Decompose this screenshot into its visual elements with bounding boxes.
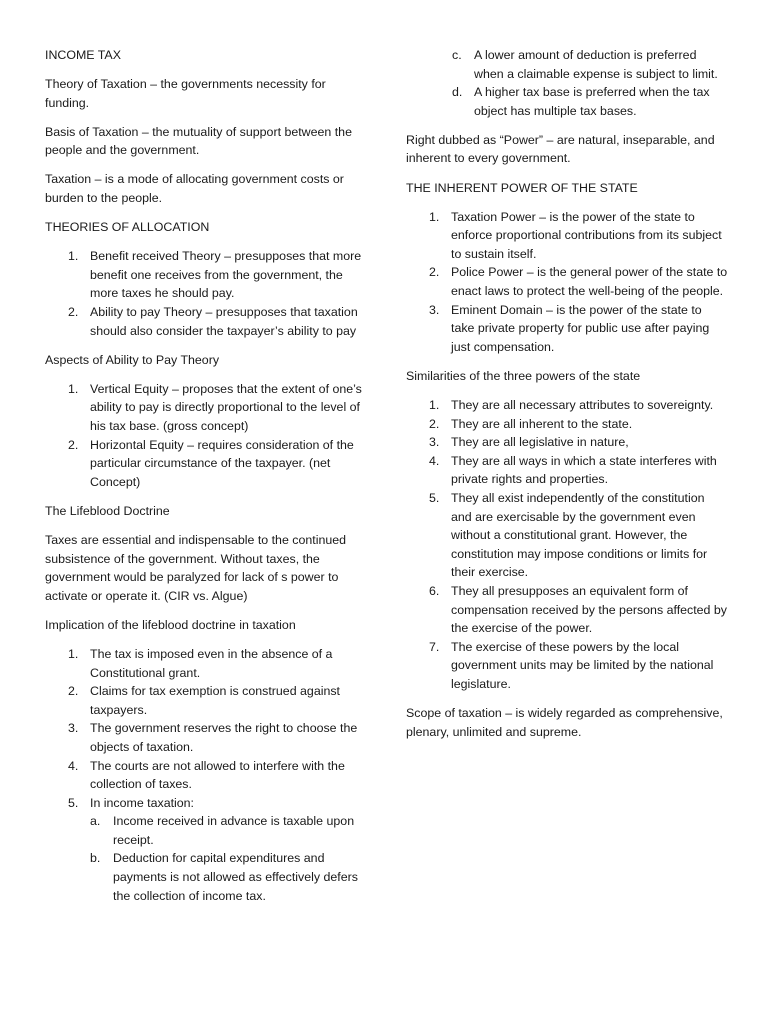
sub-list-item: d. A higher tax base is preferred when the tax object has multiple tax bases.	[452, 85, 710, 118]
list-item: 3. The government reserves the right to choose the objects of taxation.	[68, 721, 358, 754]
aspects-heading: Aspects of Ability to Pay Theory	[45, 352, 220, 367]
lifeblood-heading: The Lifeblood Doctrine	[45, 503, 170, 518]
implication-heading: Implication of the lifeblood doctrine in taxation	[45, 617, 296, 632]
list-item: 2. Horizontal Equity – requires consideration of the particular circumstance of the taxpayer. (net Concept)	[68, 437, 354, 489]
power-definition: Right dubbed as “Power” – are natural, inseparable, and inherent to every government.	[406, 132, 715, 166]
list-item: 5. In income taxation: a. Income received in advance is taxable upon receipt. b. Deduction for capital expenditures and payments is not allowed as effectively defers the collection of income tax.	[45, 794, 363, 906]
document-title: INCOME TAX	[45, 48, 121, 62]
allocation-list	[45, 247, 363, 340]
list-item: 4. The courts are not allowed to interfere with the collection of taxes.	[68, 758, 345, 792]
taxation-definition: Taxation – is a mode of allocating government costs or burden to the people.	[45, 172, 344, 206]
sub-list-item: c. A lower amount of deduction is preferred when a claimable expense is subject to limit.	[452, 48, 718, 81]
list-item: 2. Police Power – is the general power of the state to enact laws to protect the well-being of the people.	[429, 265, 728, 299]
list-item: 1. The tax is imposed even in the absence of a Constitutional grant.	[68, 646, 333, 680]
list-item: 6. They all presupposes an equivalent form of compensation received by the persons affected by the exercise of the power.	[429, 583, 727, 636]
lifeblood-text: Taxes are essential and indispensable to the continued subsistence of the government. Without taxes, the government would be paralyzed for lack of s power to activate or operate it. (CIR vs. Algue)	[45, 532, 347, 603]
inherent-power-heading: THE INHERENT POWER OF THE STATE	[406, 180, 638, 195]
list-item: 3. They are all legislative in nature,	[429, 435, 629, 450]
list-item: 2. They are all inherent to the state.	[429, 416, 633, 431]
list-item: 1. They are all necessary attributes to sovereignty.	[429, 398, 714, 412]
sub-list-item: b. Deduction for capital expenditures and payments is not allowed as effectively defers the collection of income tax.	[90, 851, 358, 903]
right-column	[406, 46, 728, 752]
theory-of-taxation: Theory of Taxation – the governments necessity for funding.	[45, 77, 326, 110]
income-sub-list	[90, 812, 363, 905]
aspects-list	[45, 380, 363, 492]
list-item: 1. Benefit received Theory – presupposes that more benefit one receives from the government, the more taxes he should pay.	[68, 249, 362, 301]
list-item: 1. Vertical Equity – proposes that the extent of one’s ability to pay is directly proportional to the level of his tax base. (gross concept)	[68, 381, 362, 433]
continued-sub-list	[406, 46, 728, 120]
list-item: 3. Eminent Domain – is the power of the state to take private property for public use after paying just compensation.	[429, 302, 710, 354]
allocation-heading: THEORIES OF ALLOCATION	[45, 220, 210, 235]
similarities-list	[406, 396, 728, 694]
inherent-power-list	[406, 208, 728, 357]
sub-list-item: a. Income received in advance is taxable upon receipt.	[90, 814, 355, 847]
list-item: 2. Claims for tax exemption is construed against taxpayers.	[68, 684, 340, 717]
list-item: 4. They are all ways in which a state interferes with private rights and properties.	[429, 453, 717, 487]
list-item: 7. The exercise of these powers by the local government units may be limited by the national legislature.	[429, 639, 714, 691]
similarities-heading: Similarities of the three powers of the state	[406, 368, 641, 383]
basis-of-taxation: Basis of Taxation – the mutuality of support between the people and the government.	[45, 124, 352, 158]
implication-list	[45, 645, 363, 905]
list-item: 5. They all exist independently of the constitution and are exercisable by the government even without a constitutional grant. However, the constitution may impose conditions or limits for their exercise.	[429, 490, 708, 580]
list-item: 1. Taxation Power – is the power of the state to enforce proportional contributions from its subject to sustain itself.	[429, 209, 722, 261]
left-column	[45, 46, 363, 916]
scope-of-taxation: Scope of taxation – is widely regarded as comprehensive, plenary, unlimited and supreme.	[406, 706, 723, 739]
list-item: 2. Ability to pay Theory – presupposes that taxation should also consider the taxpayer’s ability to pay	[68, 305, 358, 338]
